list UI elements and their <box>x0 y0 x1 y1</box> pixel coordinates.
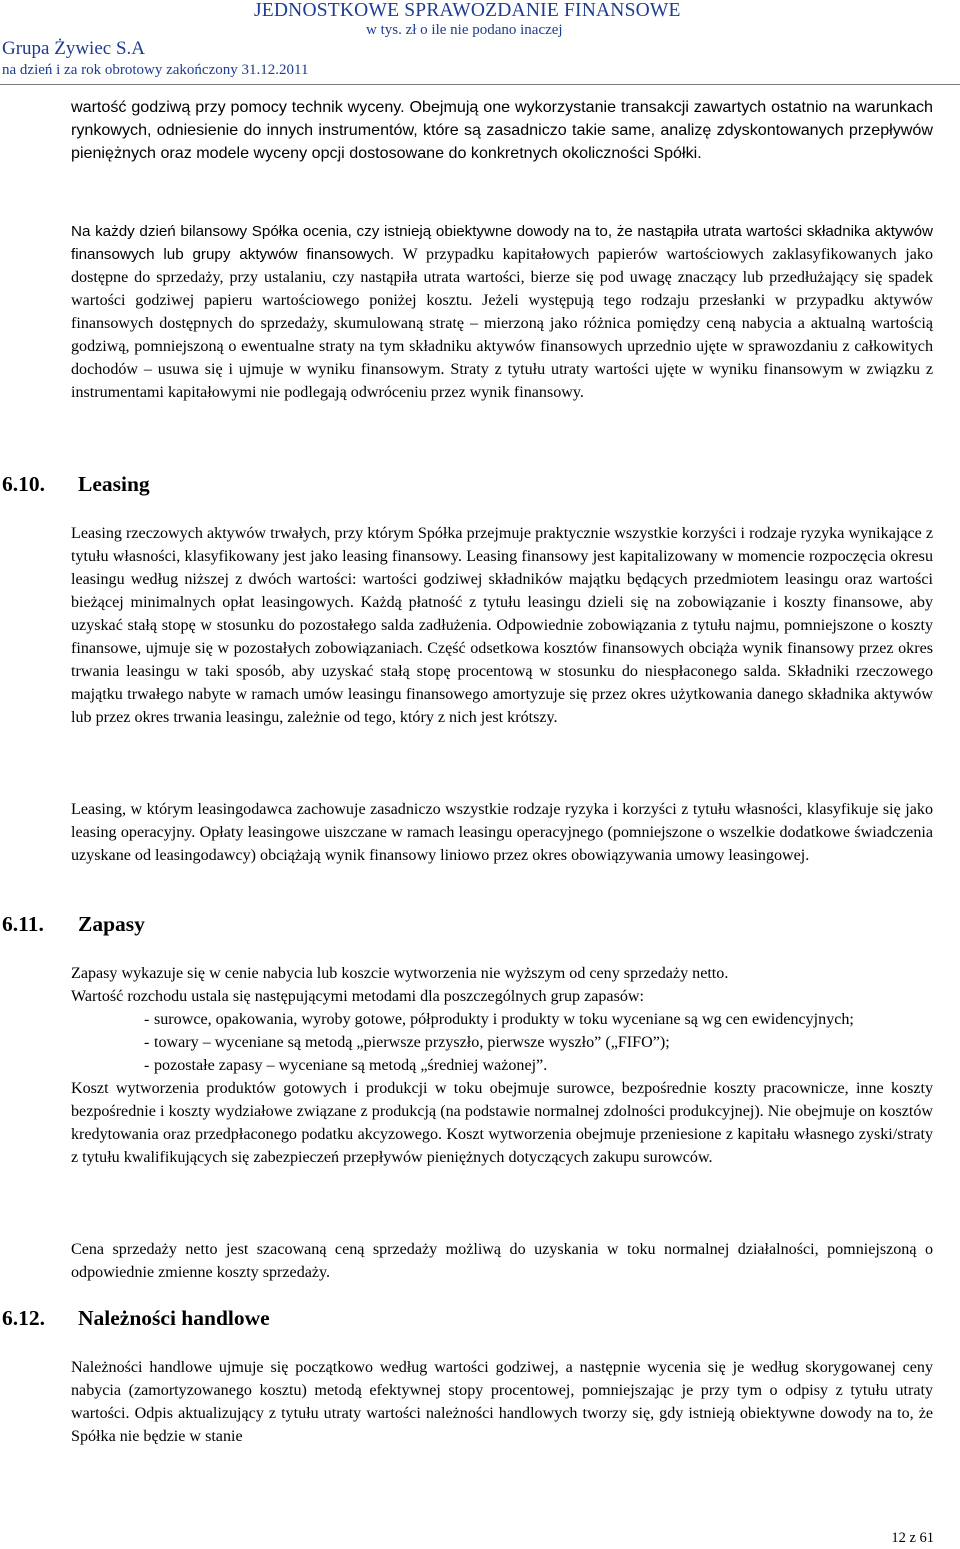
paragraph-text: Leasing, w którym leasingodawca zachowuje zasadniczo wszystkie rodzaje ryzyka i korzyści z tytułu własności, klasyfikuje się jako leasing operacyjny. Opłaty leasingowe uiszczane w ramach leasingu operacyjnego (pomniejszone o wszelkie dodatkowe świadczenia uzyskane od leasingodawcy) obciążają wynik finansowy liniowo przez okres obowiązywania umowy leasingowej. <box>71 801 933 864</box>
paragraph-fair-value <box>71 96 933 165</box>
paragraph-text: Wartość rozchodu ustala się następującymi metodami dla poszczególnych grup zapasów: <box>71 988 644 1005</box>
page-number: 12 z 61 <box>891 1530 934 1546</box>
paragraph-text: wartość godziwą przy pomocy technik wyceny. Obejmują one wykorzystanie transakcji zawartych ostatnio na warunkach rynkowych, odniesienie do innych instrumentów, które są zasadniczo takie same, analizę zdyskontowanych przepływów pieniężnych oraz modele wyceny opcji dostosowane do konkretnych okoliczności Spółki. <box>71 98 933 162</box>
paragraph-impairment <box>71 220 933 404</box>
paragraph-finance-lease <box>71 522 933 729</box>
list-item <box>71 1008 933 1031</box>
section-number: 6.12. <box>2 1306 45 1330</box>
paragraph-text: Cena sprzedaży netto jest szacowaną ceną sprzedaży możliwą do uzyskania w toku normalnej działalności, pomniejszoną o odpowiednie zmienne koszty sprzedaży. <box>71 1241 933 1281</box>
section-title: Należności handlowe <box>78 1306 270 1330</box>
report-title: JEDNOSTKOWE SPRAWOZDANIE FINANSOWE <box>254 0 681 21</box>
list-bullet: - <box>144 1057 150 1074</box>
list-item-text: towary – wyceniane są metodą „pierwsze przyszło, pierwsze wyszło” („FIFO”); <box>154 1034 670 1051</box>
paragraph-text: Należności handlowe ujmuje się początkowo według wartości godziwej, a następnie wycenia się je według skorygowanej ceny nabycia (zamortyzowanego kosztu) metodą efektywnej stopy procentowej, pomniejszając je przy tym o odpisy z tytułu utraty wartości. Odpis aktualizujący z tytułu utraty wartości należności handlowych tworzy się, gdy istnieją obiektywne dowody na to, że Spółka nie będzie w stanie <box>71 1359 933 1445</box>
impairment-detail: W przypadku kapitałowych papierów wartościowych zaklasyfikowanych jako dostępne do sprzedaży, przy ustalaniu, czy nastąpiła utrata wartości, bierze się pod uwagę znaczący lub przedłużający się spadek wartości godziwej papieru wartościowego poniżej kosztu. Jeżeli występują tego rodzaju przesłanki w przypadku aktywów finansowych dostępnych do sprzedaży, skumulowaną stratę – mierzoną jako różnica pomiędzy ceną nabycia a aktualną wartością godziwą, pomniejszoną o ewentualne straty na tym składniku aktywów finansowych uprzednio ujęte w sprawozdaniu z całkowitych dochodów – usuwa się i ujmuje w wyniku finansowym. Straty z tytułu utraty wartości ujęte w wyniku finansowym w związku z instrumentami kapitałowymi nie podlegają odwróceniu przez wynik finansowy. <box>71 246 934 401</box>
list-item-text: pozostałe zapasy – wyceniane są metodą „średniej ważonej”. <box>154 1057 548 1074</box>
section-heading-receivables <box>2 1306 270 1331</box>
list-item-text: surowce, opakowania, wyroby gotowe, półprodukty i produkty w toku wyceniane są wg cen ewidencyjnych; <box>154 1011 854 1028</box>
paragraph-text: Zapasy wykazuje się w cenie nabycia lub koszcie wytworzenia nie wyższym od ceny sprzedaży netto. <box>71 965 729 982</box>
reporting-period: na dzień i za rok obrotowy zakończony 31.12.2011 <box>2 62 309 78</box>
section-title: Leasing <box>78 472 150 496</box>
inventory-methods-list <box>71 1008 933 1077</box>
section-number: 6.11. <box>2 912 44 936</box>
section-heading-zapasy <box>2 912 145 937</box>
section-number: 6.10. <box>2 472 45 496</box>
list-item <box>71 1054 933 1077</box>
paragraph-operating-lease <box>71 798 933 867</box>
impairment-intro: Na każdy dzień bilansowy Spółka ocenia, czy istnieją obiektywne dowody na to, że nastąpiła utrata wartości składnika aktywów finansowych lub grupy aktywów finansowych. <box>71 223 933 263</box>
units-note: w tys. zł o ile nie podano inaczej <box>366 22 563 38</box>
list-item <box>71 1031 933 1054</box>
section-heading-leasing <box>2 472 150 497</box>
header-divider <box>0 84 960 85</box>
list-bullet: - <box>144 1034 150 1051</box>
paragraph-net-selling-price <box>71 1238 933 1284</box>
company-name: Grupa Żywiec S.A <box>2 38 145 59</box>
paragraph-inventory <box>71 962 933 1169</box>
section-title: Zapasy <box>78 912 145 936</box>
paragraph-text <box>71 220 933 404</box>
paragraph-text: Koszt wytworzenia produktów gotowych i produkcji w toku obejmuje surowce, bezpośrednie koszty pracownicze, inne koszty bezpośrednie i koszty wydziałowe związane z produkcją (na podstawie normalnej zdolności produkcyjnej). Nie obejmuje on kosztów kredytowania oraz przedpłaconego podatku akcyzowego. Koszt wytworzenia obejmuje przeniesione z kapitału własnego zyski/straty z tytułu kwalifikujących się zabezpieczeń przepływów pieniężnych dotyczących zakupu surowców. <box>71 1080 933 1166</box>
list-bullet: - <box>144 1011 150 1028</box>
paragraph-trade-receivables <box>71 1356 933 1448</box>
paragraph-text: Leasing rzeczowych aktywów trwałych, przy którym Spółka przejmuje praktycznie wszystkie korzyści i rodzaje ryzyka wynikające z tytułu własności, klasyfikowany jest jako leasing finansowy. Leasing finansowy jest kapitalizowany w momencie rozpoczęcia okresu leasingu według niższej z dwóch wartości: wartości godziwej składników majątku będących przedmiotem leasingu oraz wartości bieżącej minimalnych opłat leasingowych. Każdą płatność z tytułu leasingu dzieli się na zobowiązanie i koszty finansowe, aby uzyskać stałą stopę w stosunku do pozostałego salda zadłużenia. Odpowiednie zobowiązania z tytułu najmu, pomniejszone o koszty finansowe, ujmuje się w pozostałych zobowiązaniach. Część odsetkowa kosztów finansowych obciąża wynik finansowy przez okres trwania leasingu w taki sposób, aby uzyskać stałą stopę procentową w stosunku do niespłaconego salda. Składniki rzeczowego majątku trwałego nabyte w ramach umów leasingu finansowego amortyzuje się przez okres użytkowania danego składnika aktywów lub przez okres trwania leasingu, zależnie od tego, który z nich jest krótszy. <box>71 525 933 726</box>
